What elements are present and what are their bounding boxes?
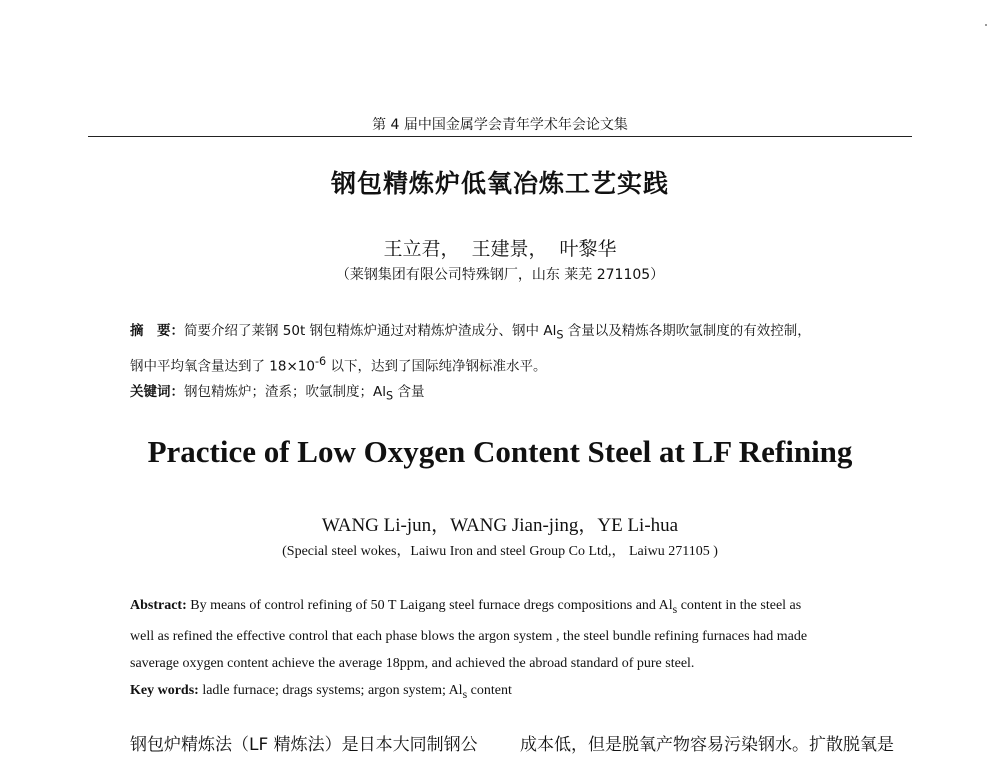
- chinese-abstract: [130, 318, 890, 410]
- chinese-abstract-line-1: 摘 要：简要介绍了莱钢 50t 钢包精炼炉通过对精炼炉渣成分、钢中 $Al_S$ 含量以及精炼各期吹氩制度的有效控制，: [130, 323, 811, 342]
- chinese-title: 钢包精炼炉低氧冶炼工艺实践: [330, 169, 669, 198]
- english-title: Practice of Low Oxygen Content Steel at LF Refining: [147, 434, 853, 469]
- english-keywords-label: Key words:: [130, 682, 199, 698]
- chinese-keywords: 关键词：钢包精炼炉；渣系；吹氩制度；$Al_S$ 含量: [130, 384, 425, 403]
- chinese-keywords-label: 关键词：: [130, 384, 184, 401]
- body-text-left-column: 钢包炉精炼法（LF 精炼法）是日本大同制钢公: [130, 735, 478, 755]
- chinese-authors: 王立君， 王建景， 叶黎华: [383, 238, 617, 260]
- english-abstract-line-2: well as refined the effective control that each phase blows the argon system , the steel bundle refining furnaces had made: [130, 628, 808, 644]
- english-affiliation: (Special steel wokes，Laiwu Iron and steel Group Co Ltd,， Laiwu 271105 ): [282, 544, 718, 559]
- header-rule: [88, 136, 912, 137]
- chinese-abstract-label: 摘 要：: [130, 323, 184, 339]
- chinese-abstract-line-2: 钢中平均氧含量达到了 $18\times 10^{-6}$ 以下，达到了国际纯净钢标准水平。: [130, 354, 547, 375]
- english-abstract: [130, 592, 900, 708]
- scan-speck: [985, 24, 987, 26]
- english-abstract-line-3: saverage oxygen content achieve the average 18ppm, and achieved the abroad standard of pure steel.: [130, 655, 695, 671]
- body-text-right-column: 成本低，但是脱氧产物容易污染钢水。扩散脱氧是: [520, 735, 894, 755]
- chinese-affiliation: （莱钢集团有限公司特殊钢厂，山东 莱芜 271105）: [335, 267, 665, 283]
- running-header: 第 4 届中国金属学会青年学术年会论文集: [372, 117, 628, 133]
- english-authors: WANG Li-jun，WANG Jian-jing，YE Li-hua: [321, 515, 679, 536]
- english-keywords: Key words: ladle furnace; drags systems; argon system; $Al_s$ content: [130, 682, 512, 701]
- english-abstract-label: Abstract:: [130, 598, 187, 613]
- english-abstract-line-1: Abstract: By means of control refining of 50 T Laigang steel furnace dregs compositions and $Al_s$ content in the steel as: [130, 598, 802, 616]
